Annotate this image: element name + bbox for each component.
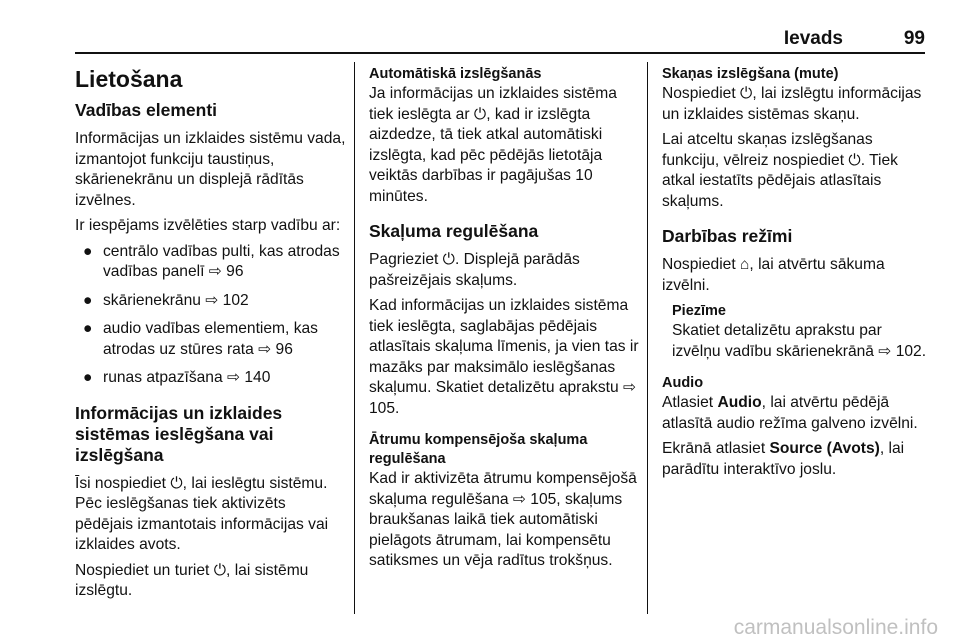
column-2 [369,62,641,577]
note-title: Piezīme [672,303,726,319]
subheading-audio: Audio [662,375,704,391]
text-run: , lai atvērtu pēdējā atlasītā audio režīma galveno izvēlni. [662,394,918,432]
paragraph: Kad informācijas un izklaides sistēma tiek ieslēgta, saglabājas pēdējais atlasītais skaļuma līmenis, ja vien tas ir mazāks par maksimālo ieslēgšanas skaļumu. Skatiet detalizētu aprakstu ⇨ 105. [369,297,639,417]
section-heading-modes: Darbības režīmi [662,226,793,246]
bullet-icon: ● [83,369,93,386]
paragraph: Lai atceltu skaņas izslēgšanas funkciju, vēlreiz nospiediet ⏻. Tiek atkal iestatīts pēdējais atlasītais skaļums. [662,131,898,210]
header-divider [75,52,925,54]
section-heading-controls: Vadības elementi [75,100,218,120]
list-item-text[interactable]: runas atpazīšana ⇨ 140 [103,369,271,386]
column-3 [662,62,930,485]
text-run: Atlasiet [662,394,718,411]
bullet-list [75,242,347,389]
paragraph-source [662,439,930,480]
list-item [75,242,347,283]
section-heading-volume: Skaļuma regulēšana [369,221,539,241]
subheading-speed-volume: Ātrumu kompensējoša skaļuma regulēšana [369,432,588,467]
ui-term-audio: Audio [717,394,762,411]
list-item [75,319,347,360]
text-run: , lai parādītu interaktīvo joslu. [662,440,905,478]
paragraph: Kad ir aktivizēta ātrumu kompensējošā skaļuma regulēšana ⇨ 105, skaļums braukšanas laikā tiek automātiski pielāgots ātrumam, lai kompensētu satiksmes un vēja radītus trokšņus. [369,470,637,569]
paragraph-audio [662,393,930,434]
chapter-title: Ievads [783,28,843,49]
paragraph: Nospiediet ⏻, lai izslēgtu informācijas un izklaides sistēmas skaņu. [662,85,922,123]
paragraph: Īsi nospiediet ⏻, lai ieslēgtu sistēmu. Pēc ieslēgšanas tiek aktivizēts pēdējais izmantotais informācijas vai izklaides avots. [75,474,329,553]
paragraph: Pagrieziet ⏻. Displejā parādās pašreizējais skaļums. [369,251,580,289]
subheading-auto-off: Automātiskā izslēgšanās [369,66,542,82]
paragraph: Nospiediet un turiet ⏻, lai sistēmu izslēgtu. [75,561,309,599]
list-item-text[interactable]: skārienekrānu ⇨ 102 [103,291,249,309]
page-title: Lietošana [75,66,183,92]
paragraph: Nospiediet ⌂, lai atvērtu sākuma izvēlni. [662,256,885,294]
bullet-icon: ● [83,291,93,309]
text-run: Ekrānā atlasiet [662,440,770,457]
bullet-icon: ● [83,242,93,260]
ui-term-source: Source (Avots) [769,440,880,457]
paragraph: Ir iespējams izvēlēties starp vadību ar: [75,217,341,234]
note-text: Skatiet detalizētu aprakstu par izvēlņu vadību skārienekrānā ⇨ 102. [672,322,927,360]
paragraph: Ja informācijas un izklaides sistēma tiek ieslēgta ar ⏻, kad ir izslēgta aizdedze, tā tiek atkal automātiski izslēgta, kad pēc pēdējās lietotāja veiktās darbības ir pagājušas 10 minūtes. [369,85,617,205]
subheading-mute: Skaņas izslēgšana (mute) [662,66,839,82]
section-heading-power: Informācijas un izklaides sistēmas ieslēgšana vai izslēgšana [75,402,283,465]
paragraph: Informācijas un izklaides sistēmu vada, izmantojot funkciju taustiņus, skārienekrānu un displejā rādītās izvēlnes. [75,130,346,209]
bullet-icon: ● [83,320,93,337]
column-divider-2 [647,62,648,614]
list-item-text[interactable]: audio vadības elementiem, kas atrodas uz stūres rata ⇨ 96 [103,320,318,358]
list-item [75,291,347,312]
watermark: carmanualsonline.info [733,616,938,639]
note-box [662,302,930,362]
list-item [75,368,347,389]
page-header [75,28,925,52]
column-divider-1 [354,62,355,614]
list-item-text[interactable]: centrālo vadības pulti, kas atrodas vadības panelī ⇨ 96 [103,242,340,280]
page-number: 99 [903,28,925,49]
column-1 [75,62,347,607]
